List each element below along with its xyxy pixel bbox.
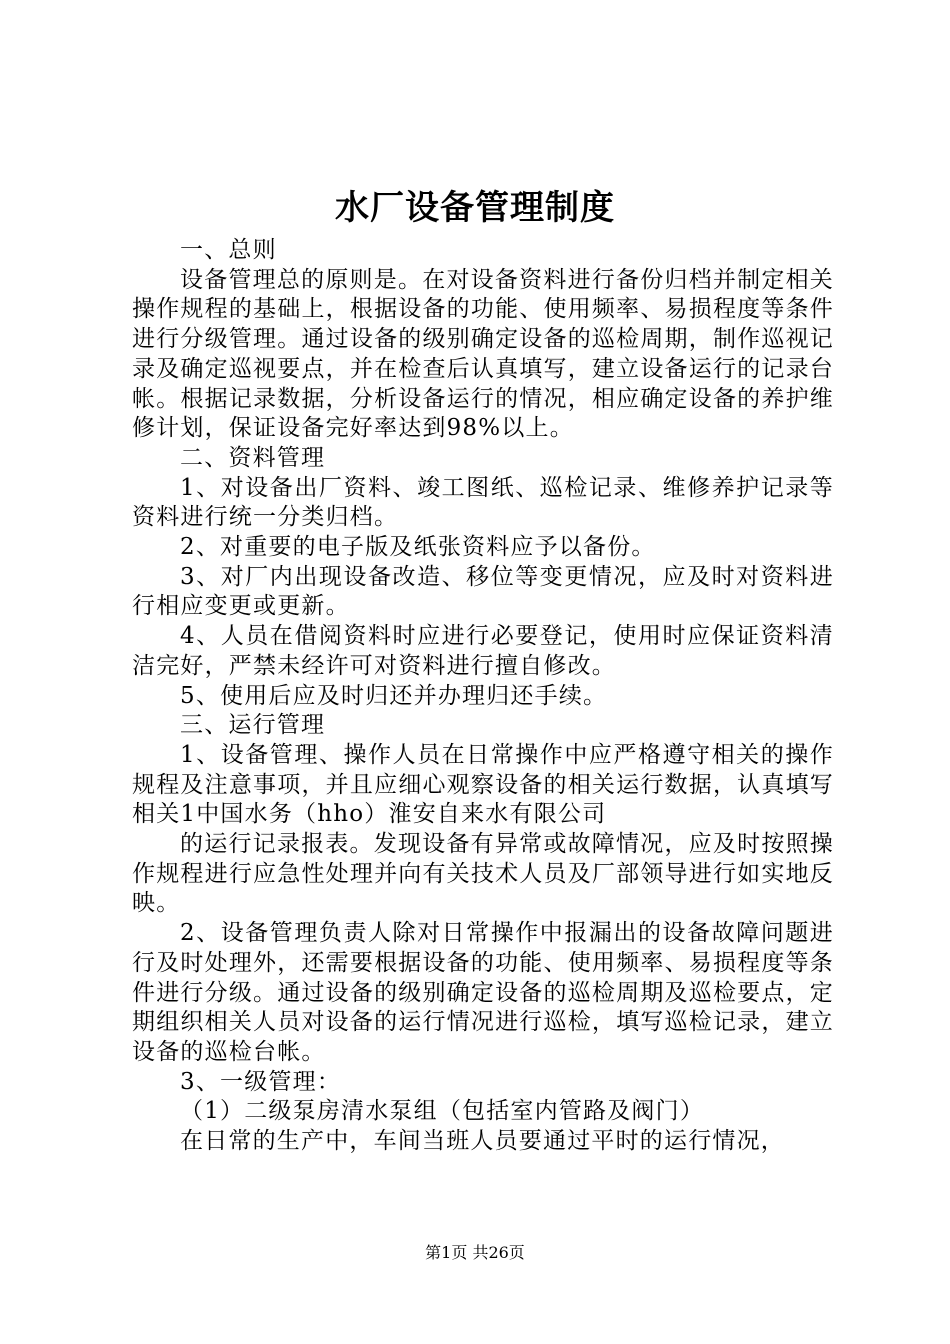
paragraph-doc-item-2: 2、对重要的电子版及纸张资料应予以备份。 <box>180 534 656 561</box>
paragraph-op-item-3-1-text: 在日常的生产中，车间当班人员要通过平时的运行情况， <box>180 1128 785 1155</box>
document-body <box>132 236 834 1157</box>
paragraph-doc-item-4: 4、人员在借阅资料时应进行必要登记，使用时应保证资料清洁完好，严禁未经许可对资料进行擅自修改。 <box>132 623 834 679</box>
section-heading-documents: 二、资料管理 <box>180 444 326 471</box>
paragraph-op-item-2: 2、设备管理负责人除对日常操作中报漏出的设备故障问题进行及时处理外，还需要根据设备的功能、使用频率、易损程度等条件进行分级。通过设备的级别确定设备的巡检周期及巡检要点，定期组织相关人员对设备的运行情况进行巡检，填写巡检记录，建立设备的巡检台帐。 <box>132 920 834 1065</box>
paragraph-op-item-1-cont: 的运行记录报表。发现设备有异常或故障情况，应及时按照操作规程进行应急性处理并向有关技术人员及厂部领导进行如实地反映。 <box>132 831 834 917</box>
paragraph-doc-item-3: 3、对厂内出现设备改造、移位等变更情况，应及时对资料进行相应变更或更新。 <box>132 563 834 620</box>
paragraph-op-item-3-1: （1）二级泵房清水泵组（包括室内管路及阀门） <box>180 1098 705 1125</box>
section-heading-general: 一、总则 <box>180 237 277 263</box>
section-heading-operation: 三、运行管理 <box>180 712 326 739</box>
page-footer: 第1页 共26页 <box>425 1243 525 1262</box>
document-title: 水厂设备管理制度 <box>335 188 615 228</box>
paragraph-doc-item-5: 5、使用后应及时归还并办理归还手续。 <box>180 682 608 709</box>
paragraph-op-item-1: 1、设备管理、操作人员在日常操作中应严格遵守相关的操作规程及注意事项，并且应细心观察设备的相关运行数据，认真填写相关1中国水务（hho）淮安自来水有限公司 <box>132 741 834 828</box>
paragraph-doc-item-1: 1、对设备出厂资料、竣工图纸、巡检记录、维修养护记录等资料进行统一分类归档。 <box>132 474 834 531</box>
paragraph-op-item-3: 3、一级管理： <box>180 1068 342 1095</box>
paragraph-principle: 设备管理总的原则是。在对设备资料进行备份归档并制定相关操作规程的基础上，根据设备的功能、使用频率、易损程度等条件进行分级管理。通过设备的级别确定设备的巡检周期，制作巡视记录及确定巡视要点，并在检查后认真填写，建立设备运行的记录台帐。根据记录数据，分析设备运行的情况，相应确定设备的养护维修计划，保证设备完好率达到98%以上。 <box>132 266 834 442</box>
